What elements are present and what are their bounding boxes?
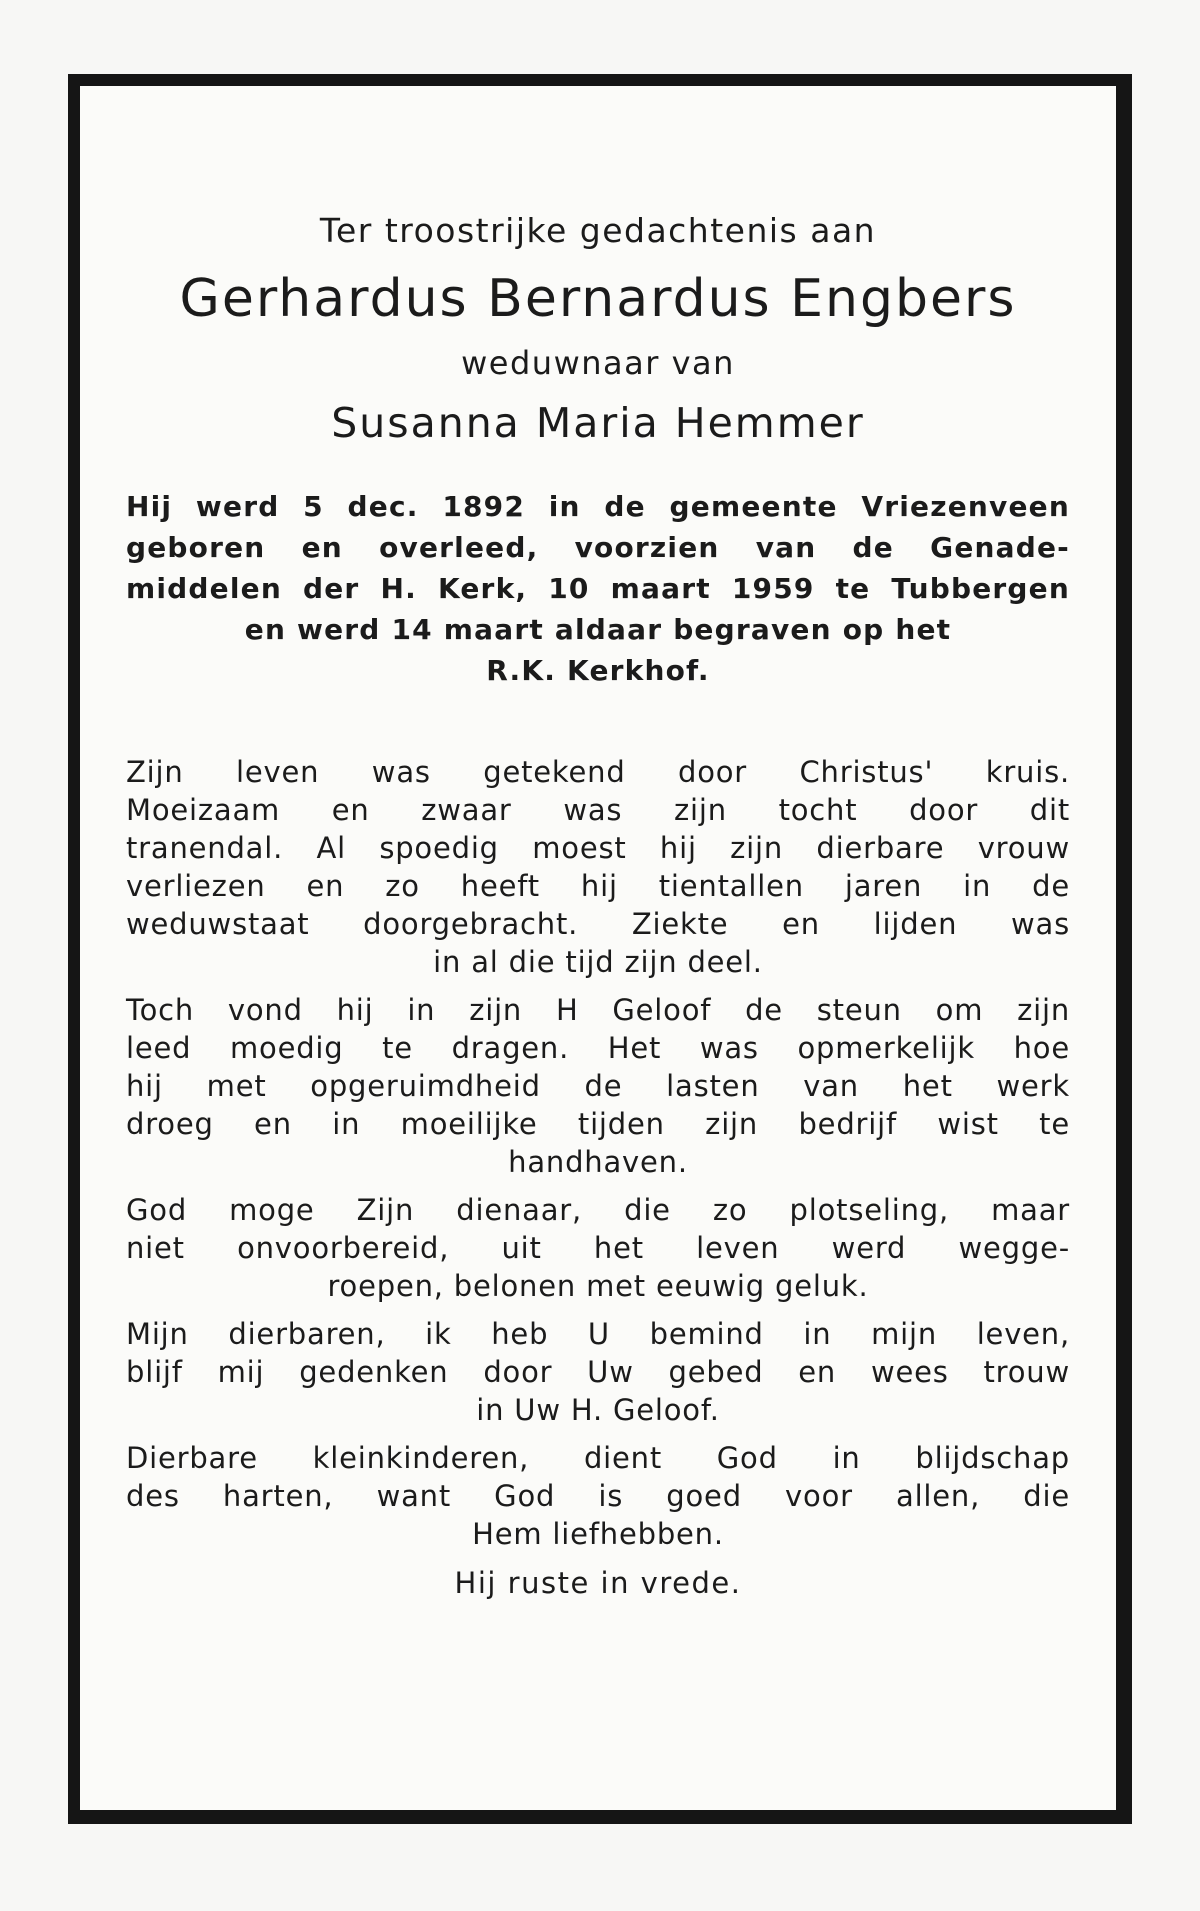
biography xyxy=(126,486,1070,691)
verse-line: droeg en in moeilijke tijden zijn bedrijf wist te xyxy=(126,1107,1070,1141)
deceased-name: Gerhardus Bernardus Engbers xyxy=(179,269,1017,329)
bio-line: en werd 14 maart aldaar begraven op het xyxy=(244,613,952,646)
verse-line: verliezen en zo heeft hij tientallen jaren in de xyxy=(126,869,1070,903)
verse-line: niet onvoorbereid, uit het leven werd wegge- xyxy=(126,1231,1070,1265)
paragraph-family xyxy=(126,1315,1070,1429)
verse-line: weduwstaat doorgebracht. Ziekte en lijden was xyxy=(126,907,1070,941)
verse-line: Dierbare kleinkinderen, dient God in blijdschap xyxy=(126,1441,1070,1475)
verse-line: Moeizaam en zwaar was zijn tocht door dit xyxy=(126,793,1070,827)
paragraph-faith xyxy=(126,991,1070,1181)
bio-line: R.K. Kerkhof. xyxy=(486,654,710,687)
card-content xyxy=(126,208,1070,1603)
verses xyxy=(126,753,1070,1603)
relation-line: weduwnaar van xyxy=(461,344,735,382)
verse-line: Mijn dierbaren, ik heb U bemind in mijn leven, xyxy=(126,1317,1070,1351)
verse-line: hij met opgeruimdheid de lasten van het werk xyxy=(126,1069,1070,1103)
spouse-name: Susanna Maria Hemmer xyxy=(331,399,865,447)
verse-line: Zijn leven was getekend door Christus' kruis. xyxy=(126,755,1070,789)
memorial-card xyxy=(68,74,1132,1824)
closing-line: Hij ruste in vrede. xyxy=(454,1566,742,1600)
verse-line: roepen, belonen met eeuwig geluk. xyxy=(327,1269,869,1303)
verse-line: handhaven. xyxy=(508,1145,688,1179)
verse-line: in al die tijd zijn deel. xyxy=(433,945,763,979)
verse-line: in Uw H. Geloof. xyxy=(476,1393,720,1427)
paragraph-grandchildren xyxy=(126,1439,1070,1553)
bio-line: geboren en overleed, voorzien van de Genade- xyxy=(126,531,1070,564)
paragraph-life xyxy=(126,753,1070,981)
verse-line: Hem liefhebben. xyxy=(472,1517,724,1551)
verse-line: tranendal. Al spoedig moest hij zijn dierbare vrouw xyxy=(126,831,1070,865)
verse-line: God moge Zijn dienaar, die zo plotseling, maar xyxy=(126,1193,1070,1227)
verse-line: Toch vond hij in zijn H Geloof de steun om zijn xyxy=(126,993,1070,1027)
bio-line: middelen der H. Kerk, 10 maart 1959 te Tubbergen xyxy=(126,572,1070,605)
intro-line: Ter troostrijke gedachtenis aan xyxy=(319,211,877,250)
bio-line: Hij werd 5 dec. 1892 in de gemeente Vriezenveen xyxy=(126,490,1070,523)
verse-line: blijf mij gedenken door Uw gebed en wees trouw xyxy=(126,1355,1070,1389)
verse-line: des harten, want God is goed voor allen, die xyxy=(126,1479,1070,1513)
paragraph-prayer xyxy=(126,1191,1070,1305)
verse-line: leed moedig te dragen. Het was opmerkelijk hoe xyxy=(126,1031,1070,1065)
